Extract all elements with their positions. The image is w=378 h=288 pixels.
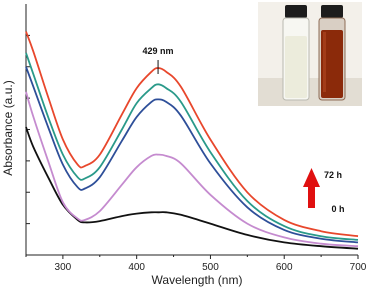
- inset-photo: [258, 2, 362, 106]
- arrow-bottom-label: 0 h: [331, 204, 345, 214]
- x-tick-label: 300: [54, 262, 72, 273]
- series-line-2: [26, 92, 358, 246]
- left-vial-liquid: [285, 36, 307, 98]
- time-arrow: [303, 168, 320, 208]
- x-tick-label: 500: [202, 262, 219, 273]
- arrow-top-label: 72 h: [323, 170, 343, 180]
- arrow-up-icon: [303, 168, 320, 208]
- left-vial-cap: [285, 5, 307, 18]
- x-tick-label: 600: [275, 262, 293, 273]
- peak-label: 429 nm: [142, 46, 174, 57]
- x-axis-label: Wavelength (nm): [151, 273, 243, 287]
- inset-surface: [258, 78, 362, 106]
- right-vial-highlight: [323, 32, 326, 92]
- x-tick-label: 400: [128, 262, 146, 273]
- x-tick-label: 700: [349, 262, 367, 273]
- y-axis-label: Absorbance (a.u.): [1, 80, 15, 176]
- right-vial-cap: [321, 5, 343, 18]
